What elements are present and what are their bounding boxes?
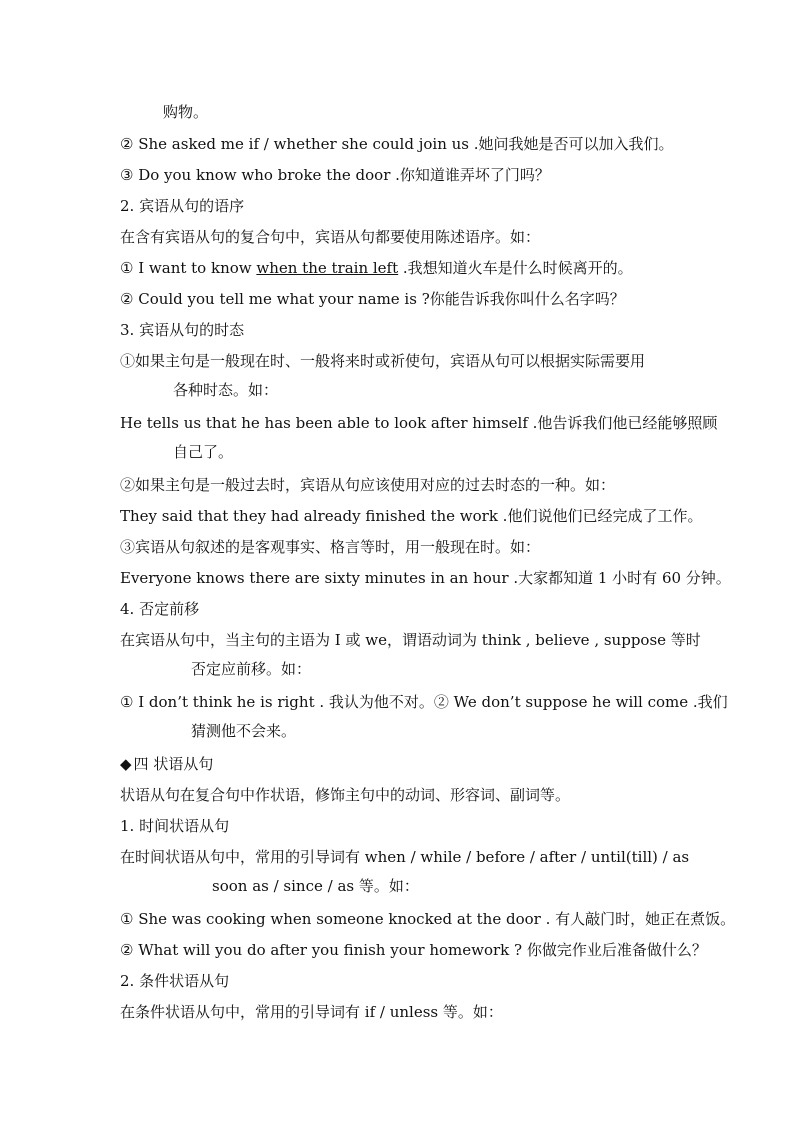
- text-line: ② What will you do after you finish your homework ? 你做完作业后准备做什么？: [120, 941, 707, 959]
- text-line: 在时间状语从句中，常用的引导词有 when / while / before / after / until(till) / as: [120, 848, 690, 866]
- text-line: ② Could you tell me what your name is ?你能告诉我你叫什么名字吗？: [120, 290, 625, 308]
- section-heading: 2. 宾语从句的语序: [120, 197, 245, 215]
- text-line: 状语从句在复合句中作状语，修饰主句中的动词、形容词、副词等。: [120, 786, 571, 804]
- text-fragment: .我想知道火车是什么时候离开的。: [398, 259, 633, 277]
- text-line: ②如果主句是一般过去时，宾语从句应该使用对应的过去时态的一种。如：: [120, 476, 616, 494]
- text-line: 各种时态。如：: [173, 381, 279, 399]
- section-heading: [120, 750, 213, 778]
- text-line: 在宾语从句中，当主句的主语为 I 或 we，谓语动词为 think , believe , suppose 等时: [120, 631, 701, 649]
- section-heading: 1. 时间状语从句: [120, 817, 230, 835]
- diamond-bullet-icon: ◆: [120, 755, 132, 773]
- text-fragment: ① I want to know: [120, 259, 257, 277]
- text-line: ① I don’t think he is right . 我认为他不对。② We don’t suppose he will come .我们: [120, 693, 728, 711]
- section-heading: 3. 宾语从句的时态: [120, 321, 245, 339]
- text-line: 在含有宾语从句的复合句中，宾语从句都要使用陈述语序。如：: [120, 228, 541, 246]
- text-line: ①如果主句是一般现在时、一般将来时或祈使句，宾语从句可以根据实际需要用: [120, 352, 646, 370]
- text-line: They said that they had already finished the work .他们说他们已经完成了工作。: [120, 507, 703, 525]
- heading-text: 四 状语从句: [133, 755, 214, 773]
- text-line: ① She was cooking when someone knocked at the door . 有人敲门时，她正在煮饭。: [120, 910, 736, 928]
- text-line: [120, 254, 633, 282]
- text-line: 否定应前移。如：: [191, 660, 312, 678]
- text-line: 在条件状语从句中，常用的引导词有 if / unless 等。如：: [120, 1003, 503, 1021]
- text-line: soon as / since / as 等。如：: [212, 877, 419, 895]
- section-heading: 2. 条件状语从句: [120, 972, 230, 990]
- text-line: ② She asked me if / whether she could join us .她问我她是否可以加入我们。: [120, 135, 674, 153]
- text-line: ③宾语从句叙述的是客观事实、格言等时，用一般现在时。如：: [120, 538, 541, 556]
- text-line: 自己了。: [173, 443, 234, 461]
- underlined-clause: when the train left: [256, 259, 399, 277]
- text-line: 猜测他不会来。: [191, 722, 297, 740]
- text-line: 购物。: [163, 103, 209, 121]
- text-line: He tells us that he has been able to look after himself .他告诉我们他已经能够照顾: [120, 414, 718, 432]
- text-line: ③ Do you know who broke the door .你知道谁弄坏了门吗？: [120, 166, 550, 184]
- section-heading: 4. 否定前移: [120, 600, 200, 618]
- text-line: Everyone knows there are sixty minutes in an hour .大家都知道 1 小时有 60 分钟。: [120, 569, 731, 587]
